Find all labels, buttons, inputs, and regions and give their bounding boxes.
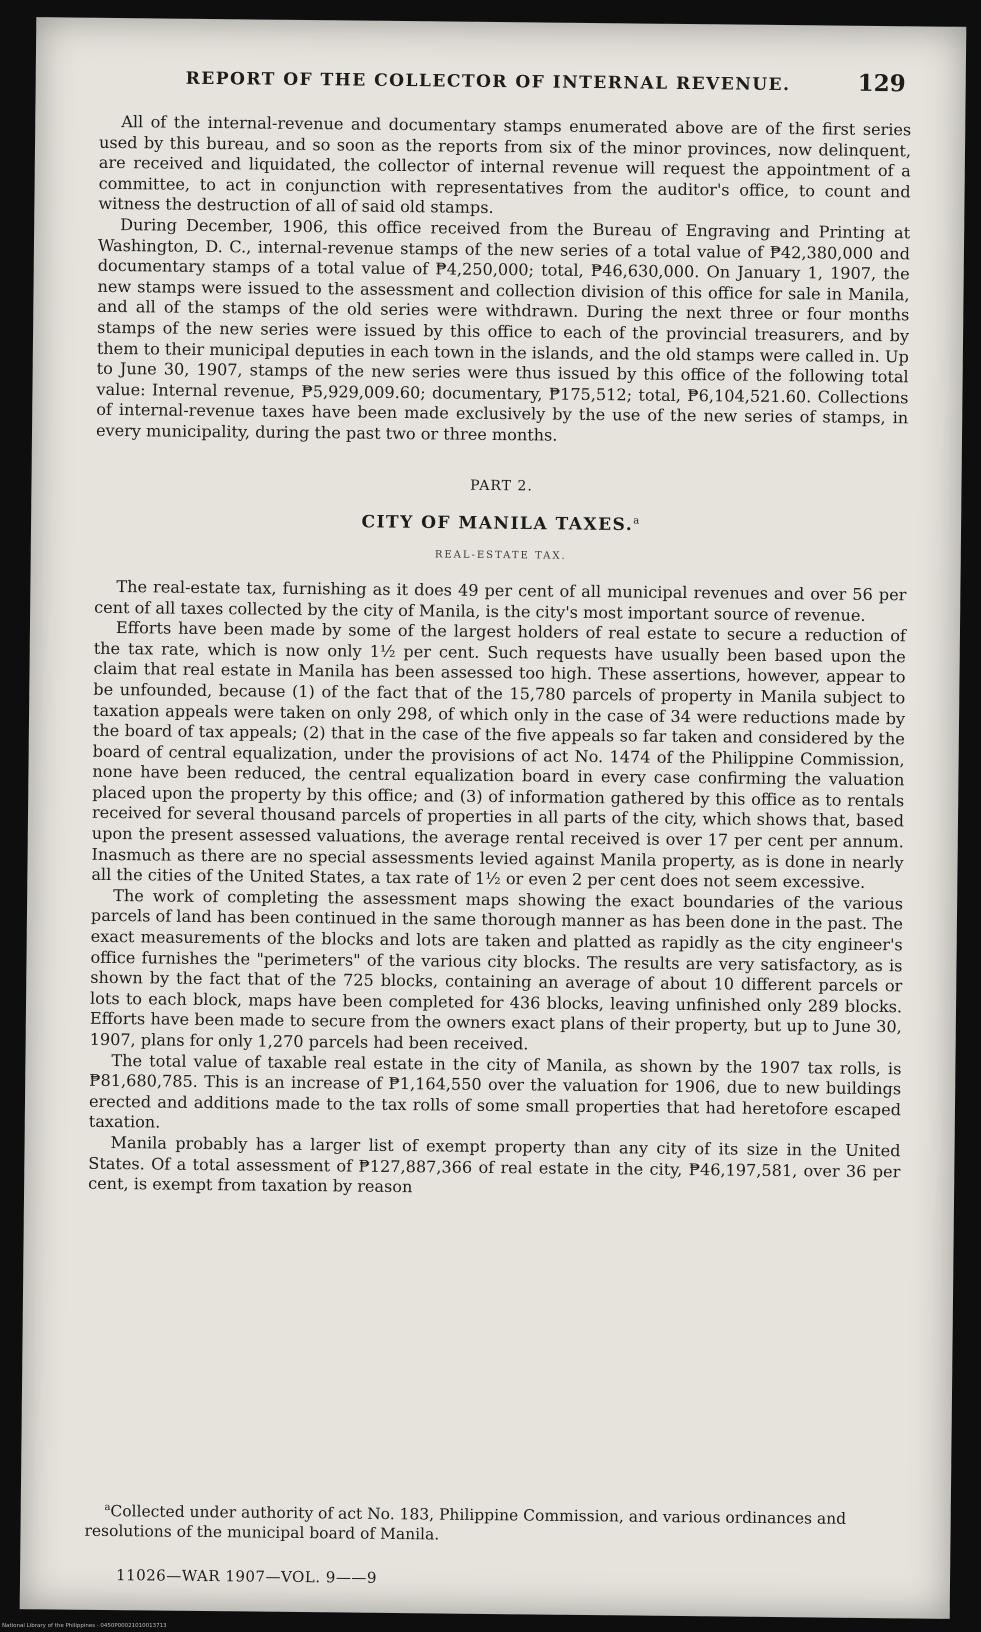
paragraph: During December, 1906, this office received from the Bureau of Engraving and Printing at Washington, D. C., internal-revenue stamps of the new series of a total value of ₱42,380,000 and documentary stamps of a total value of ₱4,250,000; total, ₱46,630,000. On January 1, 1907, the new stamps were issued to the assessment and collection division of this office for sale in Manila, and all of the stamps of the old series were withdrawn. During the next three or four months stamps of the new series were issued by this office to each of the provincial treasurers, and by them to their municipal deputies in each town in the islands, and the old stamps were called in. Up to June 30, 1907, stamps of the new series were thus issued by this office of the following total value: Internal revenue, ₱5,929,009.60; documentary, ₱175,512; total, ₱6,104,521.60. Collections of internal-revenue taxes have been made exclusively by the use of the new series of stamps, in every municipality, during the past two or three months.: [95, 215, 911, 445]
footnote-mark: a: [104, 1501, 111, 1514]
paragraph: All of the internal-revenue and documentary stamps enumerated above are of the first series used by this bureau, and so soon as the reports from six of the minor provinces, now delinquent, are received and liquidated, the collector of internal revenue will request the appointment of a committee, to act in conjunction with representatives from the auditor's office, to count and witness the destruction of all of said old stamps.: [98, 112, 912, 218]
paragraph: The total value of taxable real estate in the city of Manila, as shown by the 1907 tax rolls, is ₱81,680,785. This is an increase of ₱1,164,550 over the valuation for 1906, due to new buildings erected and additions made to the tax rolls of some small properties that had heretofore escaped taxation.: [88, 1050, 902, 1132]
page-number: 129: [857, 69, 906, 98]
paragraph: Efforts have been made by some of the largest holders of real estate to secure a reduction of the tax rate, which is now only 1½ per cent. Such requests have usually been based upon the claim that real estate in Manila has been assessed too high. These assertions, however, appear to be unfounded, because (1) of the fact that of the 15,780 parcels of property in Manila subject to taxation appeals were taken on only 298, of which only in the case of 34 were reductions made by the board of tax appeals; (2) that in the case of the five appeals so far taken and considered by the board of central equalization, under the provisions of act No. 1474 of the Philippine Commission, none have been reduced, the central equalization board in every case confirming the valuation placed upon the property by this office; and (3) of information gathered by this office as to rentals received for several thousand parcels of properties in all parts of the city, which shows that, based upon the present assessed valuations, the average rental received is over 17 per cent per annum. Inasmuch as there are no special assessments levied against Manila property, as is done in nearly all the cities of the United States, a tax rate of 1½ or even 2 per cent does not seem excessive.: [91, 618, 907, 893]
body-text: [88, 112, 911, 1203]
footnote-text: Collected under authority of act No. 183, Philippine Commission, and various ordinances and resolutions of the municipal board of Manila.: [84, 1502, 847, 1544]
page-header: [186, 63, 906, 98]
footnote: [84, 1498, 896, 1550]
footnote-ref: a: [633, 515, 641, 527]
section-title-text: CITY OF MANILA TAXES.: [361, 512, 634, 536]
scan-attribution: National Library of the Philippines · 0450P00021010013713: [0, 1620, 981, 1632]
signature-line: 11026—WAR 1907—VOL. 9——9: [115, 1566, 378, 1587]
paragraph: The work of completing the assessment maps showing the exact boundaries of the various parcels of land has been continued in the same thorough manner as has been done in the past. The exact measurements of the blocks and lots are taken and platted as rapidly as the city engineer's office furnishes the "perimeters" of the various city blocks. The results are very satisfactory, as is shown by the fact that of the 725 blocks, containing an average of about 10 different parcels or lots to each block, maps have been completed for 436 blocks, leaving unfinished only 289 blocks. Efforts have been made to secure from the owners exact plans of their property, but up to June 30, 1907, plans for only 1,270 parcels had been received.: [89, 885, 904, 1054]
document-page: [20, 17, 967, 1619]
paragraph: The real-estate tax, furnishing as it does 49 per cent of all municipal revenues and over 56 per cent of all taxes collected by the city of Manila, is the city's most important source of revenue.: [94, 576, 907, 625]
paragraph: Manila probably has a larger list of exempt property than any city of its size in the United States. Of a total assessment of ₱127,887,366 of real estate in the city, ₱46,197,581, over 36 per cent, is exempt from taxation by reason: [88, 1132, 901, 1197]
subsection-heading: REAL-ESTATE TAX.: [434, 549, 567, 563]
section-title: [95, 506, 907, 539]
running-head: REPORT OF THE COLLECTOR OF INTERNAL REVENUE.: [185, 68, 791, 96]
part-label: PART 2.: [470, 477, 533, 494]
